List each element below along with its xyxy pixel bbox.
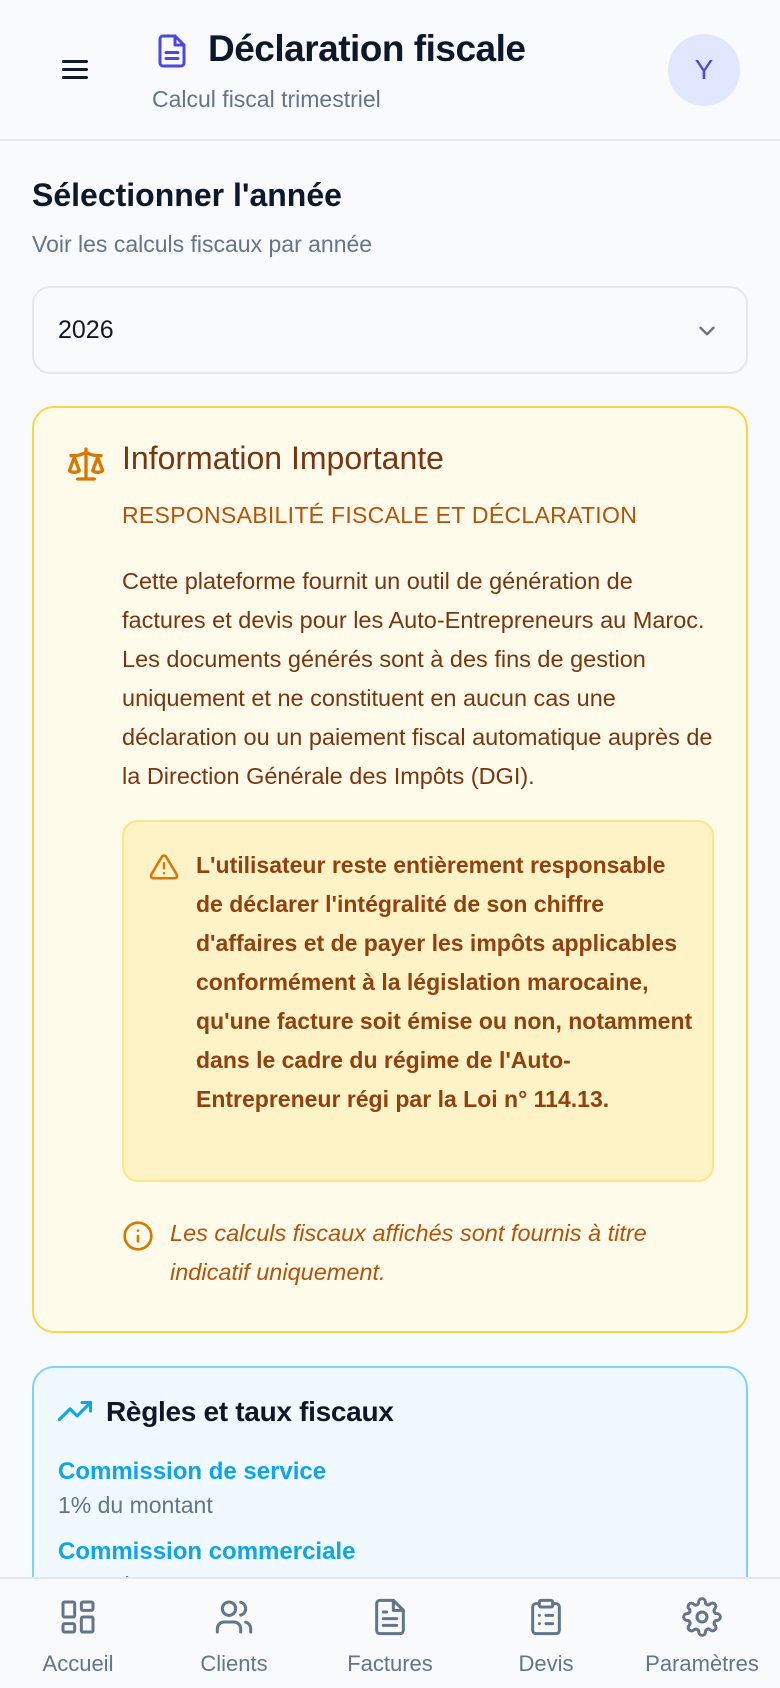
gear-icon <box>682 1597 722 1637</box>
nav-item-clients[interactable] <box>156 1579 312 1688</box>
year-select[interactable] <box>32 286 748 374</box>
nav-label: Factures <box>347 1651 433 1676</box>
chevron-down-icon <box>694 318 720 344</box>
menu-icon[interactable] <box>58 54 94 86</box>
selected-year: 2026 <box>58 316 114 344</box>
indicative-note: Les calculs fiscaux affichés sont fournis à titre indicatif uniquement. <box>170 1220 647 1285</box>
avatar[interactable]: Y <box>668 34 740 106</box>
warning-triangle-icon <box>148 852 180 882</box>
document-icon <box>154 31 190 71</box>
page-subtitle: Calcul fiscal trimestriel <box>152 86 381 112</box>
info-card-body: Cette plateforme fournit un outil de génération de factures et devis pour les Auto-Entrepreneurs au Maroc. Les documents générés sont à des fins de gestion uniquement et ne constituent en aucun cas une déclaration ou un paiement fiscal automatique auprès de la Direction Générale des Impôts (DGI). <box>122 568 713 789</box>
grid-icon <box>58 1597 98 1637</box>
nav-label: Accueil <box>42 1651 114 1676</box>
nav-label: Paramètres <box>645 1651 759 1676</box>
nav-label: Clients <box>200 1651 268 1676</box>
info-icon <box>122 1220 154 1252</box>
trending-up-icon <box>58 1398 92 1424</box>
info-card-title: Information Importante <box>122 440 444 476</box>
year-section-subheading: Voir les calculs fiscaux par année <box>32 231 373 257</box>
rule-description: 1% du montant <box>58 1492 213 1518</box>
nav-item-accueil[interactable] <box>0 1579 156 1688</box>
nav-item-factures[interactable] <box>312 1579 468 1688</box>
clipboard-list-icon <box>526 1597 566 1637</box>
app-header <box>0 0 780 141</box>
nav-item-devis[interactable] <box>468 1579 624 1688</box>
scale-icon <box>66 444 106 484</box>
rules-card-title: Règles et taux fiscaux <box>106 1396 394 1427</box>
nav-label: Devis <box>518 1651 574 1676</box>
rule-name: Commission commerciale <box>58 1538 356 1565</box>
page-title: Déclaration fiscale <box>208 28 526 69</box>
users-icon <box>214 1597 254 1637</box>
responsibility-warning <box>122 820 714 1182</box>
rule-name: Commission de service <box>58 1458 327 1485</box>
important-info-card <box>32 406 748 1333</box>
file-text-icon <box>370 1597 410 1637</box>
year-section-heading: Sélectionner l'année <box>32 177 342 213</box>
nav-item-parametres[interactable] <box>624 1579 780 1688</box>
warning-text: L'utilisateur reste entièrement responsable de déclarer l'intégralité de son chiffre d'affaires et de payer les impôts applicables conformément à la législation marocaine, qu'une facture soit émise ou non, notamment dans le cadre du régime de l'Auto-Entrepreneur régi par la Loi n° 114.13. <box>196 852 693 1112</box>
info-card-kicker: RESPONSABILITÉ FISCALE ET DÉCLARATION <box>122 502 638 528</box>
bottom-nav <box>0 1577 780 1688</box>
